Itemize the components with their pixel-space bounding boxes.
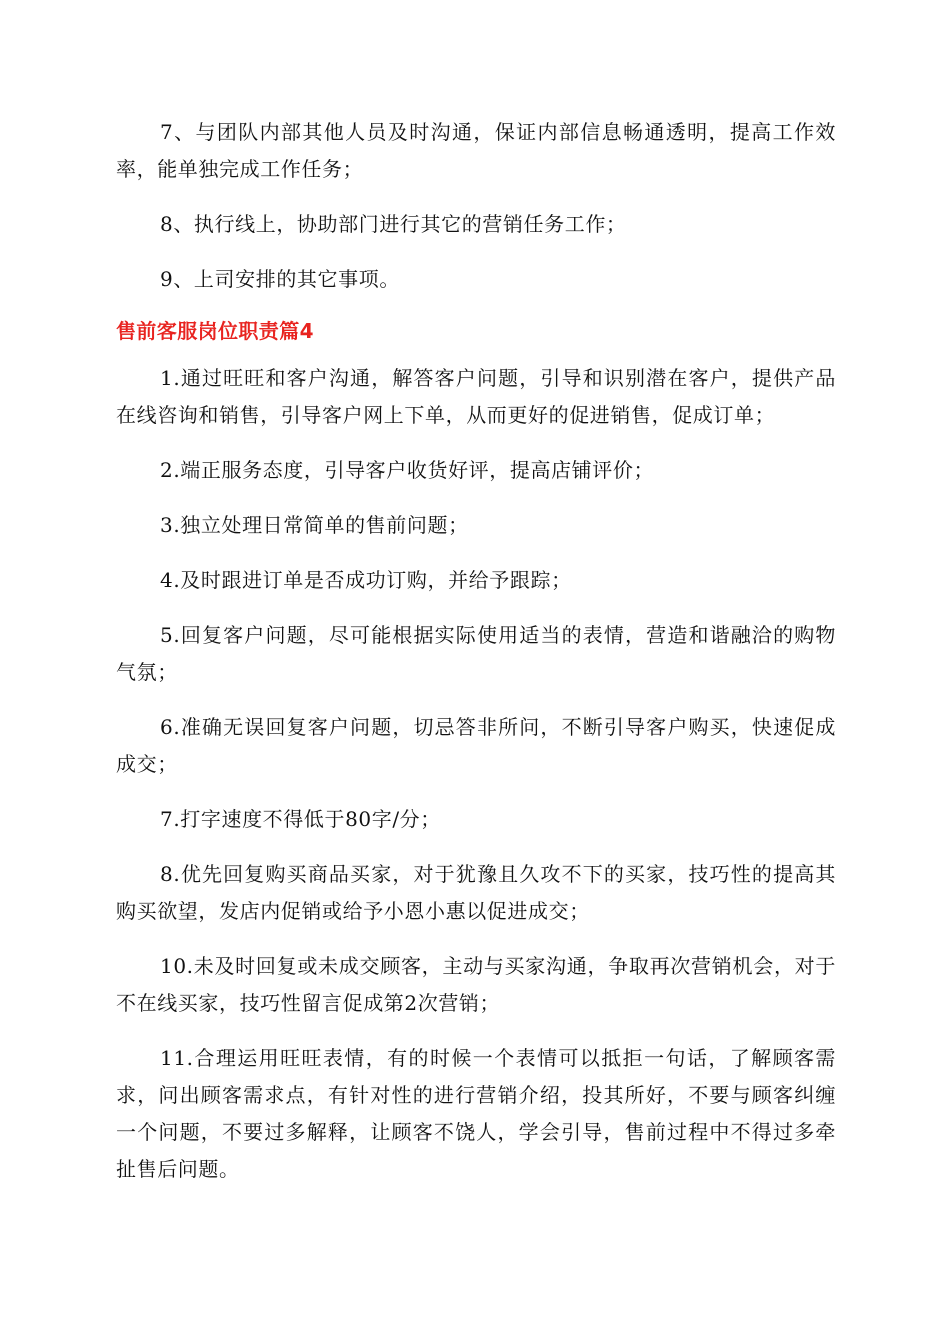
paragraph-item-7: 7、与团队内部其他人员及时沟通，保证内部信息畅通透明，提高工作效率，能单独完成工作任务；: [116, 120, 836, 181]
duty-item-5: 5.回复客户问题，尽可能根据实际使用适当的表情，营造和谐融洽的购物气氛；: [116, 623, 836, 684]
duty-item-1: 1.通过旺旺和客户沟通，解答客户问题，引导和识别潜在客户，提供产品在线咨询和销售，引导客户网上下单，从而更好的促进销售，促成订单；: [116, 366, 836, 427]
duty-item-4: 4.及时跟进订单是否成功订购，并给予跟踪；: [160, 568, 572, 592]
paragraph-item-8: 8、执行线上，协助部门进行其它的营销任务工作；: [160, 212, 627, 236]
duty-item-6: 6.准确无误回复客户问题，切忌答非所问，不断引导客户购买，快速促成成交；: [116, 715, 836, 776]
document-body: [116, 114, 836, 1206]
section-heading: 售前客服岗位职责篇4: [116, 319, 314, 343]
duty-item-10: 10.未及时回复或未成交顾客，主动与买家沟通，争取再次营销机会，对于不在线买家，技巧性留言促成第2次营销；: [116, 954, 836, 1015]
duty-item-7: 7.打字速度不得低于80字/分；: [160, 807, 441, 831]
duty-item-3: 3.独立处理日常简单的售前问题；: [160, 513, 469, 537]
paragraph-item-9: 9、上司安排的其它事项。: [160, 267, 400, 291]
duty-item-11: 11.合理运用旺旺表情，有的时候一个表情可以抵拒一句话，了解顾客需求，问出顾客需求点，有针对性的进行营销介绍，投其所好，不要与顾客纠缠一个问题，不要过多解释，让顾客不饶人，学会引导，售前过程中不得过多牵扯售后问题。: [116, 1046, 836, 1181]
duty-item-2: 2.端正服务态度，引导客户收货好评，提高店铺评价；: [160, 458, 655, 482]
duty-item-8: 8.优先回复购买商品买家，对于犹豫且久攻不下的买家，技巧性的提高其购买欲望，发店内促销或给予小恩小惠以促进成交；: [116, 862, 836, 923]
